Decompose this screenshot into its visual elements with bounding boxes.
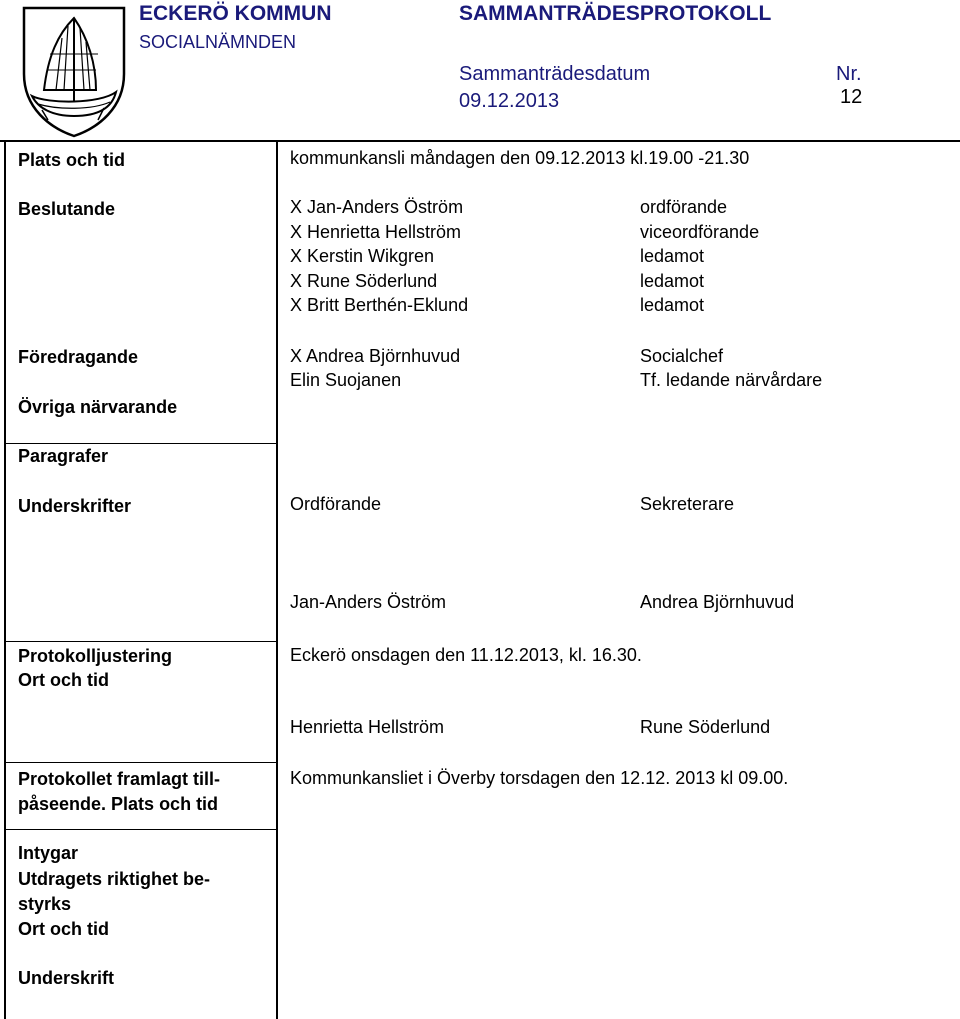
number-label: Nr. xyxy=(836,63,862,85)
meeting-date-label: Sammanträdesdatum xyxy=(459,63,651,85)
table-top-border xyxy=(0,140,960,142)
document-title: SAMMANTRÄDESPROTOKOLL xyxy=(459,2,772,25)
ovriga-name: Elin Suojanen xyxy=(290,370,402,390)
municipality-coat-of-arms xyxy=(18,4,130,140)
label-intygar: Intygar xyxy=(18,843,79,863)
member-role: ordförande xyxy=(640,197,728,217)
member-name: X Britt Berthén-Eklund xyxy=(290,295,469,315)
table-left-border xyxy=(4,140,6,1019)
row-divider xyxy=(4,829,278,830)
plats-och-tid-value: kommunkansli måndagen den 09.12.2013 kl.19.00 -21.30 xyxy=(290,148,750,168)
framlagt-value: Kommunkansliet i Överby torsdagen den 12.12. 2013 kl 09.00. xyxy=(290,768,789,788)
justerare-2-name: Rune Söderlund xyxy=(640,717,771,737)
signature-ordforande-label: Ordförande xyxy=(290,494,382,514)
label-utdrag-line2: styrks xyxy=(18,894,72,914)
label-protokolljustering: Protokolljustering xyxy=(18,646,173,666)
label-ort-och-tid-2: Ort och tid xyxy=(18,919,109,939)
signature-sekreterare-name: Andrea Björnhuvud xyxy=(640,592,795,612)
signature-ordforande-name: Jan-Anders Öström xyxy=(290,592,447,612)
label-underskrifter: Underskrifter xyxy=(18,496,132,516)
member-role: ledamot xyxy=(640,271,705,291)
label-underskrift: Underskrift xyxy=(18,968,115,988)
foredragande-role: Socialchef xyxy=(640,346,724,366)
signature-sekreterare-label: Sekreterare xyxy=(640,494,735,514)
foredragande-name: X Andrea Björnhuvud xyxy=(290,346,461,366)
meeting-date-value: 09.12.2013 xyxy=(459,90,560,112)
municipality-name: ECKERÖ KOMMUN xyxy=(139,2,332,25)
member-role: viceordförande xyxy=(640,222,760,242)
member-name: X Rune Söderlund xyxy=(290,271,438,291)
number-value: 12 xyxy=(840,86,863,108)
label-beslutande: Beslutande xyxy=(18,199,116,219)
label-plats-och-tid: Plats och tid xyxy=(18,150,126,170)
member-name: X Kerstin Wikgren xyxy=(290,246,435,266)
label-framlagt-line2: påseende. Plats och tid xyxy=(18,794,219,814)
member-role: ledamot xyxy=(640,246,705,266)
justerare-1-name: Henrietta Hellström xyxy=(290,717,445,737)
member-role: ledamot xyxy=(640,295,705,315)
ovriga-role: Tf. ledande närvårdare xyxy=(640,370,823,390)
label-ort-och-tid: Ort och tid xyxy=(18,670,109,690)
row-divider xyxy=(4,443,278,444)
department-name: SOCIALNÄMNDEN xyxy=(139,32,297,52)
label-utdrag-line1: Utdragets riktighet be- xyxy=(18,869,211,889)
member-name: X Jan-Anders Öström xyxy=(290,197,464,217)
row-divider xyxy=(4,641,278,642)
member-name: X Henrietta Hellström xyxy=(290,222,462,242)
label-paragrafer: Paragrafer xyxy=(18,446,109,466)
label-foredragande: Föredragande xyxy=(18,347,139,367)
column-divider xyxy=(276,140,278,1019)
label-ovriga-narvarande: Övriga närvarande xyxy=(18,397,178,417)
justering-place-time: Eckerö onsdagen den 11.12.2013, kl. 16.30. xyxy=(290,645,642,665)
row-divider xyxy=(4,762,278,763)
label-framlagt-line1: Protokollet framlagt till- xyxy=(18,769,221,789)
